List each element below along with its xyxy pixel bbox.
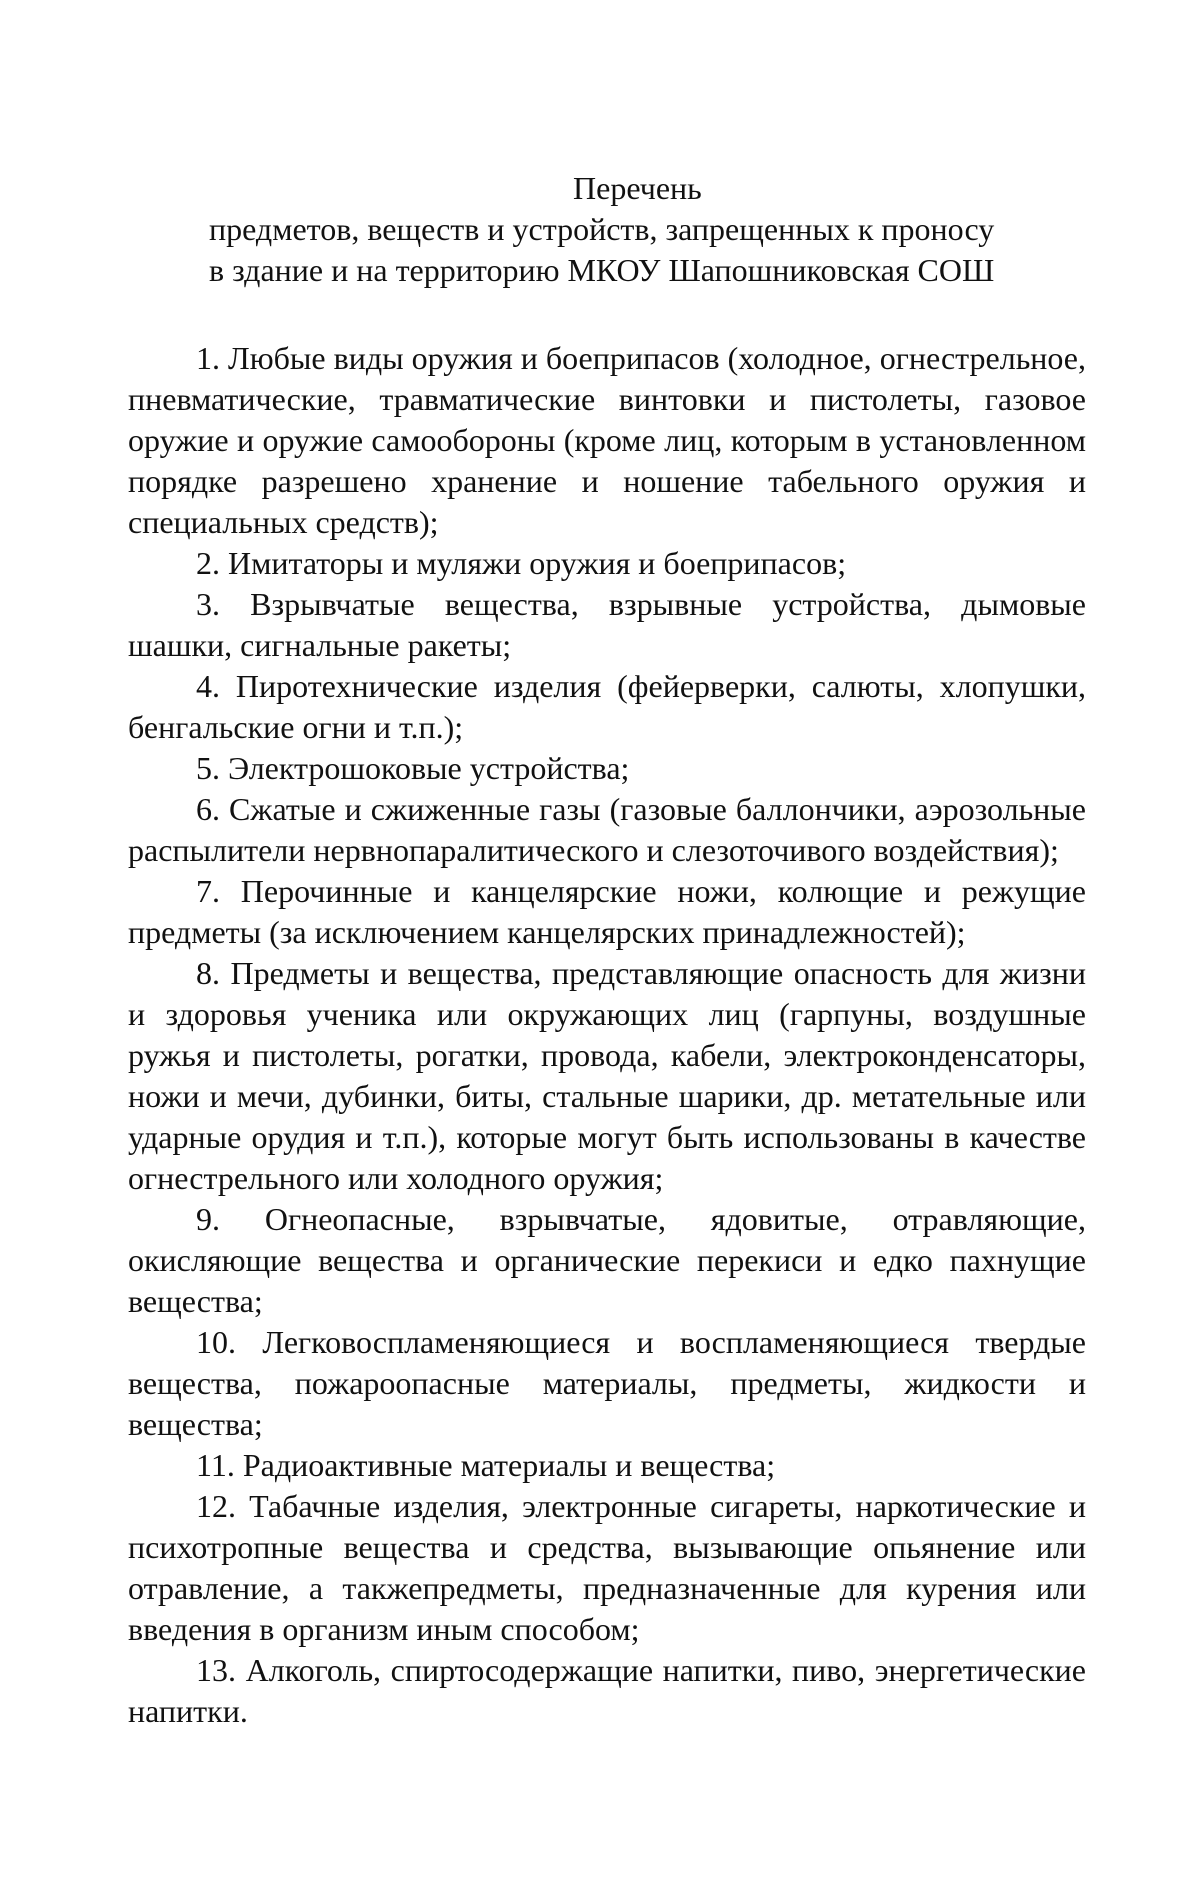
list-item-8: 8. Предметы и вещества, представляющие опасность для жизни и здоровья ученика или окружающих лиц (гарпуны, воздушные ружья и пистолеты, рогатки, провода, кабели, электроконденсаторы, ножи и мечи, дубинки, биты, стальные шарики, др. метательные или ударные орудия и т.п.), которые могут быть использованы в качестве огнестрельного или холодного оружия; — [128, 955, 1086, 1196]
list-item-11: 11. Радиоактивные материалы и вещества; — [196, 1447, 776, 1483]
document-subtitle-line-1: предметов, веществ и устройств, запрещенных к проносу — [209, 211, 995, 247]
document-title: Перечень — [573, 170, 702, 206]
list-item-10: 10. Легковоспламеняющиеся и воспламеняющиеся твердые вещества, пожароопасные материалы, предметы, жидкости и вещества; — [128, 1324, 1086, 1442]
list-item-2: 2. Имитаторы и муляжи оружия и боеприпасов; — [196, 545, 847, 581]
list-item-13: 13. Алкоголь, спиртосодержащие напитки, пиво, энергетические напитки. — [128, 1652, 1086, 1729]
list-item-6: 6. Сжатые и сжиженные газы (газовые баллончики, аэрозольные распылители нервнопаралитического и слезоточивого воздействия); — [128, 791, 1086, 868]
list-item-4: 4. Пиротехнические изделия (фейерверки, салюты, хлопушки, бенгальские огни и т.п.); — [128, 668, 1086, 745]
document-heading — [0, 168, 1179, 291]
list-item-1: 1. Любые виды оружия и боеприпасов (холодное, огнестрельное, пневматические, травматические винтовки и пистолеты, газовое оружие и оружие самообороны (кроме лиц, которым в установленном порядке разрешено хранение и ношение табельного оружия и специальных средств); — [128, 340, 1086, 540]
list-item-12: 12. Табачные изделия, электронные сигареты, наркотические и психотропные вещества и средства, вызывающие опьянение или отравление, а такжепредметы, предназначенные для курения или введения в организм иным способом; — [128, 1488, 1086, 1647]
list-item-9: 9. Огнеопасные, взрывчатые, ядовитые, отравляющие, окисляющие вещества и органические перекиси и едко пахнущие вещества; — [128, 1201, 1086, 1319]
prohibited-items-list — [128, 338, 1086, 1732]
list-item-5: 5. Электрошоковые устройства; — [196, 750, 630, 786]
document-subtitle-line-2: в здание и на территорию МКОУ Шапошниковская СОШ — [209, 252, 995, 288]
list-item-3: 3. Взрывчатые вещества, взрывные устройства, дымовые шашки, сигнальные ракеты; — [128, 586, 1086, 663]
list-item-7: 7. Перочинные и канцелярские ножи, колющие и режущие предметы (за исключением канцелярских принадлежностей); — [128, 873, 1086, 950]
